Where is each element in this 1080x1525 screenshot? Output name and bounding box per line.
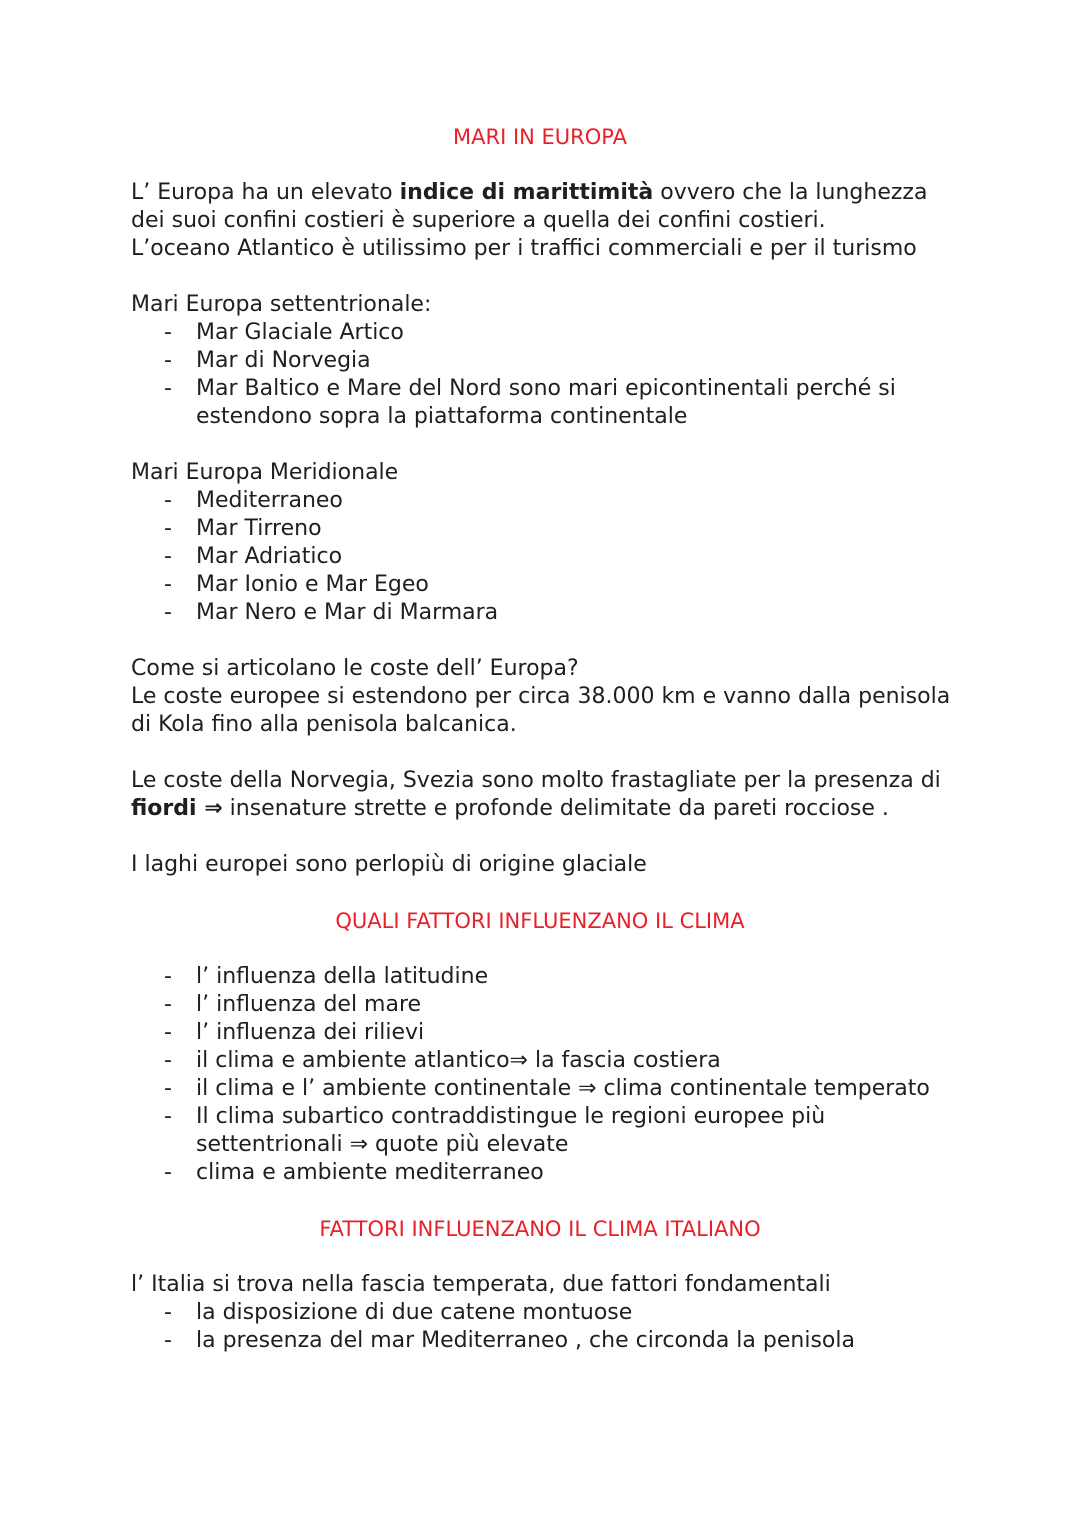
lakes-paragraph: I laghi europei sono perlopiù di origine glaciale — [131, 852, 647, 877]
south-seas-label: Mari Europa Meridionale — [131, 460, 399, 485]
list-item: - Mediterraneo — [131, 487, 951, 515]
list-item: - Mar di Norvegia — [131, 347, 951, 375]
list-item: - il clima e l’ ambiente continentale ⇒ clima continentale temperato — [131, 1075, 951, 1103]
climate-heading: QUALI FATTORI INFLUENZANO IL CLIMA — [335, 909, 745, 933]
intro-paragraph — [131, 179, 951, 235]
list-item: - l’ influenza del mare — [131, 991, 951, 1019]
south-seas-list — [131, 487, 951, 627]
spacer — [131, 1187, 951, 1215]
north-seas-list — [131, 319, 951, 431]
list-item: - Mar Tirreno — [131, 515, 951, 543]
spacer — [131, 263, 951, 291]
list-item: - Il clima subartico contraddistingue le regioni europee più settentrionali ⇒ quote più elevate — [131, 1103, 951, 1159]
spacer — [131, 739, 951, 767]
page-title: MARI IN EUROPA — [453, 125, 627, 149]
north-seas-label: Mari Europa settentrionale: — [131, 292, 432, 317]
spacer — [131, 935, 951, 963]
list-item: - l’ influenza dei rilievi — [131, 1019, 951, 1047]
spacer — [131, 1243, 951, 1271]
italy-intro: l’ Italia si trova nella fascia temperata, due fattori fondamentali — [131, 1272, 831, 1297]
list-item: - Mar Ionio e Mar Egeo — [131, 571, 951, 599]
spacer — [131, 627, 951, 655]
list-item: - il clima e ambiente atlantico⇒ la fascia costiera — [131, 1047, 951, 1075]
list-item: - Mar Adriatico — [131, 543, 951, 571]
intro-bold-term: indice di marittimità — [399, 180, 654, 205]
coasts-answer: Le coste europee si estendono per circa 38.000 km e vanno dalla penisola di Kola fino alla penisola balcanica. — [131, 684, 951, 737]
document-page — [131, 123, 951, 1355]
intro-text-post: ovvero che la lunghezza dei suoi confini costieri è superiore a quella dei confini costieri. — [131, 180, 928, 233]
climate-factors-list — [131, 963, 951, 1187]
fjords-bold-term: fiordi ⇒ — [131, 796, 223, 821]
intro-line-2: L’oceano Atlantico è utilissimo per i traffici commerciali e per il turismo — [131, 236, 917, 261]
fjords-text-post: insenature strette e profonde delimitate da pareti rocciose . — [222, 796, 889, 821]
fjords-text-pre: Le coste della Norvegia, Svezia sono molto frastagliate per la presenza di — [131, 768, 941, 793]
spacer — [131, 823, 951, 851]
list-item: - la disposizione di due catene montuose — [131, 1299, 951, 1327]
list-item: - Mar Nero e Mar di Marmara — [131, 599, 951, 627]
intro-text-pre: L’ Europa ha un elevato — [131, 180, 400, 205]
spacer — [131, 151, 951, 179]
list-item: - Mar Baltico e Mare del Nord sono mari epicontinentali perché si estendono sopra la piattaforma continentale — [131, 375, 951, 431]
list-item: - l’ influenza della latitudine — [131, 963, 951, 991]
fjords-paragraph — [131, 767, 951, 823]
italy-climate-heading: FATTORI INFLUENZANO IL CLIMA ITALIANO — [319, 1217, 761, 1241]
spacer — [131, 879, 951, 907]
coasts-question: Come si articolano le coste dell’ Europa? — [131, 656, 579, 681]
list-item: - clima e ambiente mediterraneo — [131, 1159, 951, 1187]
list-item: - Mar Glaciale Artico — [131, 319, 951, 347]
spacer — [131, 431, 951, 459]
italy-factors-list — [131, 1299, 951, 1355]
list-item: - la presenza del mar Mediterraneo , che circonda la penisola — [131, 1327, 951, 1355]
